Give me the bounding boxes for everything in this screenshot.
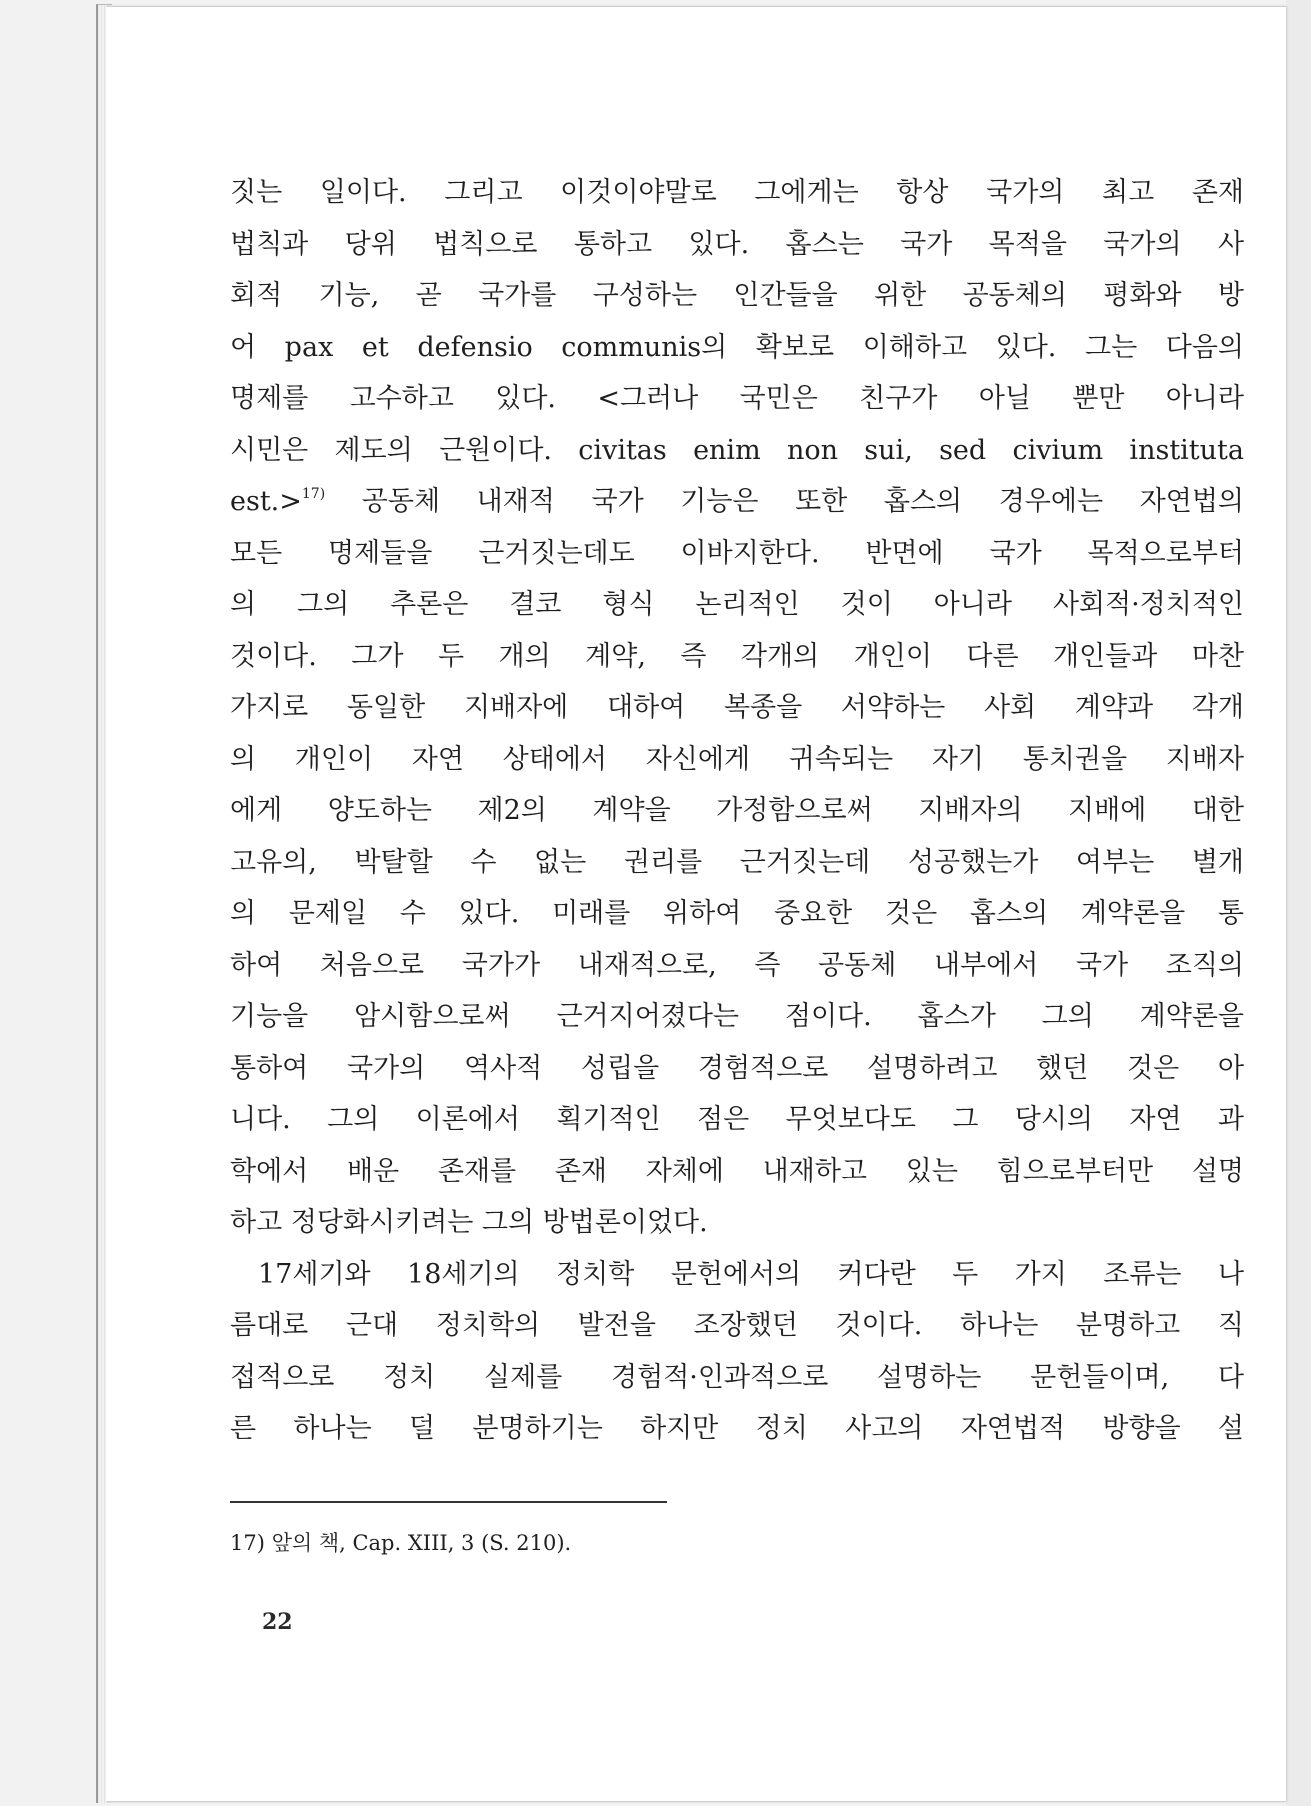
- text-line: 학에서 배운 존재를 존재 자체에 내재하고 있는 힘으로부터만 설명: [230, 1155, 1244, 1187]
- text-line: 가지로 동일한 지배자에 대하여 복종을 서약하는 사회 계약과 각개: [230, 692, 1244, 723]
- footnote-reference: 17): [301, 486, 326, 502]
- text-line: 명제를 고수하고 있다. <그러나 국민은 친구가 아닐 뿐만 아니라: [230, 383, 1244, 414]
- text-line: 니다. 그의 이론에서 획기적인 점은 무엇보다도 그 당시의 자연 과: [230, 1104, 1244, 1135]
- text-line: 고유의, 박탈할 수 없는 권리를 근거짓는데 성공했는가 여부는 별개: [230, 846, 1244, 878]
- text-line: 하여 처음으로 국가가 내재적으로, 즉 공동체 내부에서 국가 조직의: [230, 949, 1244, 981]
- text-line: 통하여 국가의 역사적 성립을 경험적으로 설명하려고 했던 것은 아: [230, 1052, 1244, 1084]
- text-line: 법칙과 당위 법칙으로 통하고 있다. 홉스는 국가 목적을 국가의 사: [230, 228, 1244, 260]
- text-line: 른 하나는 덜 분명하기는 하지만 정치 사고의 자연법적 방향을 설: [230, 1413, 1244, 1444]
- text-line: 에게 양도하는 제2의 계약을 가정함으로써 지배자의 지배에 대한: [230, 795, 1244, 826]
- body-text: [230, 167, 1244, 1455]
- text-line: 의 개인이 자연 상태에서 자신에게 귀속되는 자기 통치권을 지배자: [230, 743, 1244, 775]
- text-line: 회적 기능, 곧 국가를 구성하는 인간들을 위한 공동체의 평화와 방: [230, 280, 1244, 311]
- text-line: 것이다. 그가 두 개의 계약, 즉 각개의 개인이 다른 개인들과 마찬: [230, 640, 1244, 672]
- background-edge: [1286, 0, 1311, 1806]
- paragraph-first-line: 17세기와 18세기의 정치학 문헌에서의 커다란 두 가지 조류는 나: [258, 1258, 1244, 1290]
- text-line-with-footnote-ref: [230, 476, 1244, 528]
- text-line: 기능을 암시함으로써 근거지어졌다는 점이다. 홉스가 그의 계약론을: [230, 1001, 1244, 1032]
- footnote-divider: [230, 1501, 667, 1503]
- text-line: 름대로 근대 정치학의 발전을 조장했던 것이다. 하나는 분명하고 직: [230, 1310, 1244, 1341]
- footnote: 17) 앞의 책, Cap. XIII, 3 (S. 210).: [230, 1531, 572, 1555]
- text-line: 어 pax et defensio communis의 확보로 이해하고 있다. 그는 다음의: [230, 331, 1244, 363]
- text-fragment: 공동체 내재적 국가 기능은 또한 홉스의 경우에는 자연법의: [325, 486, 1244, 517]
- text-fragment: est.>: [230, 486, 302, 517]
- page-number: 22: [262, 1609, 293, 1635]
- text-line: 짓는 일이다. 그리고 이것이야말로 그에게는 항상 국가의 최고 존재: [230, 177, 1244, 208]
- paragraph-last-line: 하고 정당화시키려는 그의 방법론이었다.: [230, 1207, 708, 1238]
- text-line: 시민은 제도의 근원이다. civitas enim non sui, sed civium instituta: [230, 434, 1244, 466]
- text-line: 모든 명제들을 근거짓는데도 이바지한다. 반면에 국가 목적으로부터: [230, 537, 1244, 569]
- book-page: [106, 6, 1286, 1802]
- text-line: 의 그의 추론은 결코 형식 논리적인 것이 아니라 사회적·정치적인: [230, 589, 1244, 620]
- text-line: 의 문제일 수 있다. 미래를 위하여 중요한 것은 홉스의 계약론을 통: [230, 898, 1244, 929]
- text-line: 접적으로 정치 실제를 경험적·인과적으로 설명하는 문헌들이며, 다: [230, 1361, 1244, 1393]
